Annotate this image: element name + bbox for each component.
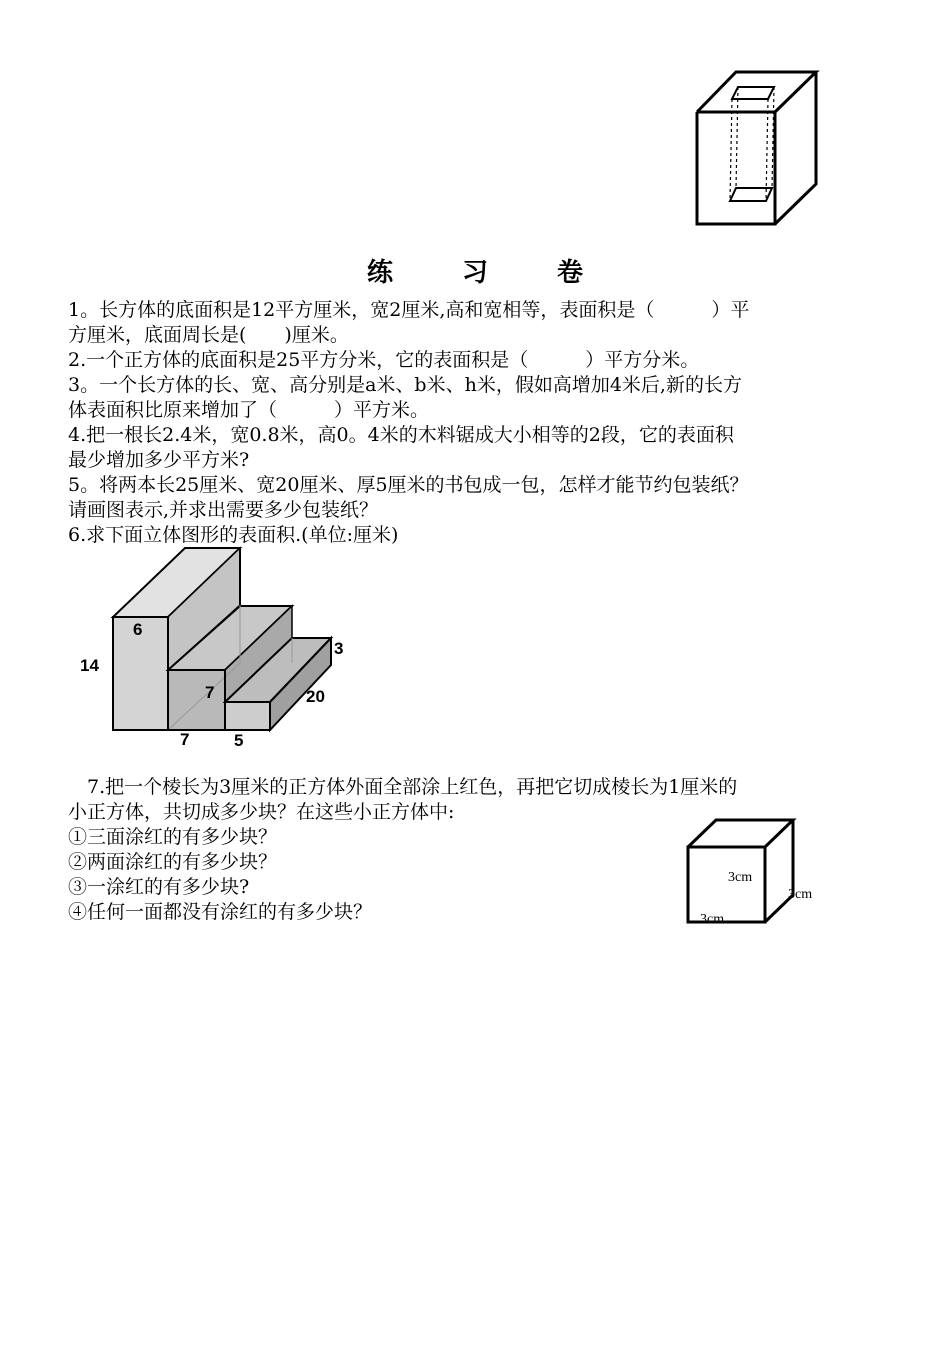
question-6: 6.求下面立体图形的表面积.(单位:厘米)	[68, 524, 399, 546]
label-14: 14	[80, 656, 99, 675]
label-6: 6	[133, 620, 143, 639]
question-3-line-1: 3。一个长方体的长、宽、高分别是a米、b米、h米，假如高增加4米后,新的长方	[68, 374, 742, 396]
question-7-part-b: ②两面涂红的有多少块？	[68, 851, 278, 873]
question-1-line-2: 方厘米，底面周长是( )厘米。	[68, 324, 349, 346]
question-7-part-a: ①三面涂红的有多少块？	[68, 826, 278, 848]
question-7-part-d: ④任何一面都没有涂红的有多少块？	[68, 901, 373, 923]
question-2: 2.一个正方体的底面积是25平方分米，它的表面积是（ ）平方分米。	[68, 349, 700, 371]
cube-label-front: 3cm	[728, 870, 753, 885]
question-1-line-1: 1。长方体的底面积是12平方厘米，宽2厘米,高和宽相等，表面积是（ ）平	[68, 299, 750, 321]
label-20: 20	[306, 687, 325, 706]
question-7-part-c: ③一涂红的有多少块?	[68, 876, 250, 898]
label-3: 3	[334, 639, 344, 658]
cube-label-bottom: 3cm	[700, 912, 725, 927]
question-5-line-2: 请画图表示,并求出需要多少包装纸？	[68, 499, 379, 521]
label-7-bottom: 7	[180, 730, 190, 749]
cube-label-side: 3cm	[788, 887, 813, 902]
stairs-solid-figure	[78, 545, 358, 750]
question-7-line-1: 7.把一个棱长为3厘米的正方体外面全部涂上红色，再把它切成棱长为1厘米的	[68, 776, 738, 798]
label-7-middle: 7	[205, 683, 215, 702]
question-4-line-2: 最少增加多少平方米?	[68, 449, 250, 471]
question-5-line-1: 5。将两本长25厘米、宽20厘米、厚5厘米的书包成一包，怎样才能节约包装纸？	[68, 474, 749, 496]
question-3-line-2: 体表面积比原来增加了（ ）平方米。	[68, 399, 430, 421]
question-4-line-1: 4.把一根长2.4米，宽0.8米，高0。4米的木料锯成大小相等的2段，它的表面积	[68, 424, 734, 446]
question-7-line-2: 小正方体，共切成多少块？在这些小正方体中:	[68, 801, 455, 823]
questions-block-1	[68, 298, 888, 548]
label-5: 5	[234, 731, 244, 750]
box-with-hole-figure	[690, 68, 820, 228]
page-title: 练 习 卷	[366, 258, 614, 288]
